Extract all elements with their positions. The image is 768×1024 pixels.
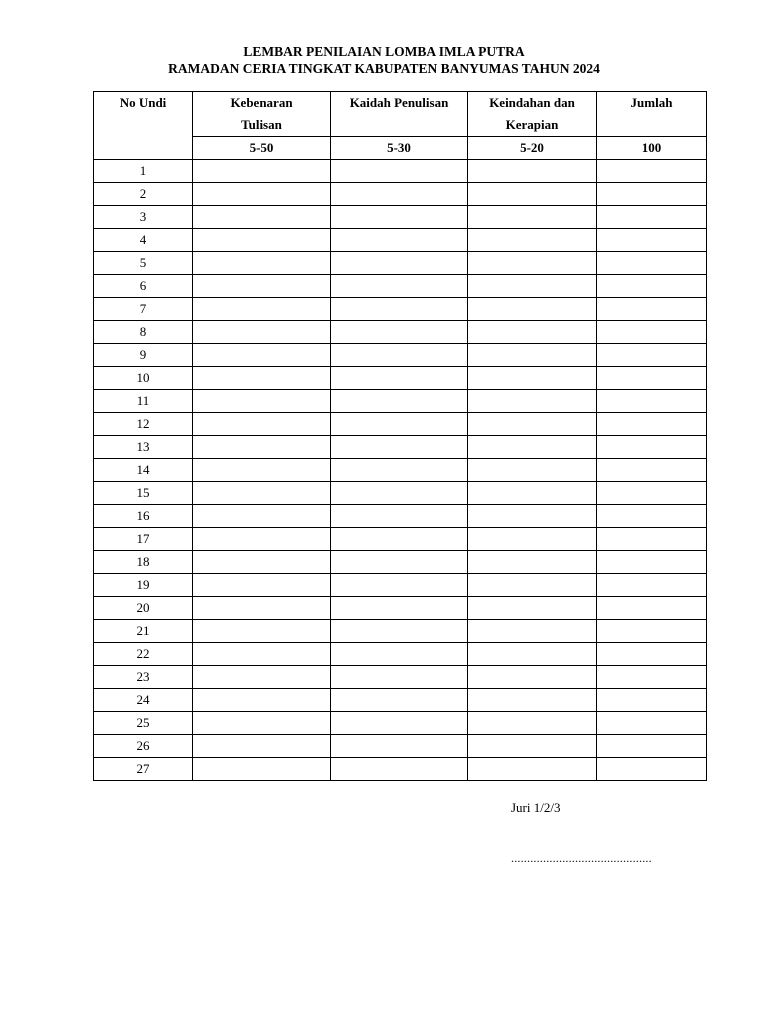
score-kaidah-cell[interactable]	[331, 528, 468, 551]
score-kebenaran-cell[interactable]	[193, 712, 331, 735]
score-jumlah-cell[interactable]	[597, 597, 707, 620]
score-keindahan-cell[interactable]	[468, 735, 597, 758]
row-number: 23	[94, 666, 193, 689]
score-jumlah-cell[interactable]	[597, 298, 707, 321]
score-kaidah-cell[interactable]	[331, 551, 468, 574]
score-keindahan-cell[interactable]	[468, 436, 597, 459]
row-number: 18	[94, 551, 193, 574]
score-jumlah-cell[interactable]	[597, 321, 707, 344]
table-row	[94, 574, 707, 597]
score-table-body	[94, 160, 707, 781]
score-keindahan-cell[interactable]	[468, 574, 597, 597]
score-kebenaran-cell[interactable]	[193, 574, 331, 597]
row-number: 10	[94, 367, 193, 390]
score-keindahan-cell[interactable]	[468, 620, 597, 643]
score-kaidah-cell[interactable]	[331, 413, 468, 436]
row-number: 1	[94, 160, 193, 183]
score-jumlah-cell[interactable]	[597, 413, 707, 436]
row-number: 7	[94, 298, 193, 321]
score-keindahan-cell[interactable]	[468, 183, 597, 206]
score-kaidah-cell[interactable]	[331, 298, 468, 321]
header-jumlah	[597, 92, 707, 137]
score-jumlah-cell[interactable]	[597, 459, 707, 482]
score-keindahan-cell[interactable]	[468, 758, 597, 781]
table-row	[94, 505, 707, 528]
score-kebenaran-cell[interactable]	[193, 229, 331, 252]
header-kebenaran-label-1: Kebenaran	[230, 95, 293, 110]
row-number: 15	[94, 482, 193, 505]
table-row	[94, 436, 707, 459]
score-kaidah-cell[interactable]	[331, 390, 468, 413]
score-jumlah-cell[interactable]	[597, 482, 707, 505]
score-kaidah-cell[interactable]	[331, 689, 468, 712]
score-jumlah-cell[interactable]	[597, 712, 707, 735]
score-jumlah-cell[interactable]	[597, 666, 707, 689]
score-kaidah-cell[interactable]	[331, 436, 468, 459]
score-kebenaran-cell[interactable]	[193, 666, 331, 689]
score-keindahan-cell[interactable]	[468, 367, 597, 390]
table-row	[94, 689, 707, 712]
table-row	[94, 712, 707, 735]
range-keindahan: 5-20	[468, 137, 597, 160]
table-row	[94, 643, 707, 666]
score-kebenaran-cell[interactable]	[193, 620, 331, 643]
score-keindahan-cell[interactable]	[468, 390, 597, 413]
title-line-2: RAMADAN CERIA TINGKAT KABUPATEN BANYUMAS TAHUN 2024	[168, 61, 600, 76]
table-row	[94, 551, 707, 574]
score-jumlah-cell[interactable]	[597, 183, 707, 206]
score-keindahan-cell[interactable]	[468, 252, 597, 275]
score-kebenaran-cell[interactable]	[193, 436, 331, 459]
score-keindahan-cell[interactable]	[468, 689, 597, 712]
score-table	[93, 91, 707, 781]
row-number: 13	[94, 436, 193, 459]
score-kaidah-cell[interactable]	[331, 758, 468, 781]
table-row	[94, 160, 707, 183]
score-jumlah-cell[interactable]	[597, 574, 707, 597]
score-kaidah-cell[interactable]	[331, 229, 468, 252]
header-row	[94, 92, 707, 137]
score-kaidah-cell[interactable]	[331, 735, 468, 758]
score-jumlah-cell[interactable]	[597, 758, 707, 781]
score-kaidah-cell[interactable]	[331, 344, 468, 367]
score-keindahan-cell[interactable]	[468, 459, 597, 482]
header-no-undi	[94, 92, 193, 160]
score-kebenaran-cell[interactable]	[193, 735, 331, 758]
score-jumlah-cell[interactable]	[597, 206, 707, 229]
score-keindahan-cell[interactable]	[468, 712, 597, 735]
score-keindahan-cell[interactable]	[468, 206, 597, 229]
score-keindahan-cell[interactable]	[468, 505, 597, 528]
score-kebenaran-cell[interactable]	[193, 275, 331, 298]
row-number: 21	[94, 620, 193, 643]
row-number: 9	[94, 344, 193, 367]
row-number: 6	[94, 275, 193, 298]
score-jumlah-cell[interactable]	[597, 390, 707, 413]
score-kaidah-cell[interactable]	[331, 643, 468, 666]
score-keindahan-cell[interactable]	[468, 321, 597, 344]
score-kaidah-cell[interactable]	[331, 597, 468, 620]
juri-label: Juri 1/2/3	[511, 800, 561, 815]
score-keindahan-cell[interactable]	[468, 275, 597, 298]
row-number: 25	[94, 712, 193, 735]
score-kebenaran-cell[interactable]	[193, 252, 331, 275]
score-keindahan-cell[interactable]	[468, 298, 597, 321]
table-row	[94, 413, 707, 436]
row-number: 3	[94, 206, 193, 229]
score-kebenaran-cell[interactable]	[193, 413, 331, 436]
score-kebenaran-cell[interactable]	[193, 321, 331, 344]
row-number: 20	[94, 597, 193, 620]
score-keindahan-cell[interactable]	[468, 551, 597, 574]
row-number: 14	[94, 459, 193, 482]
score-kaidah-cell[interactable]	[331, 183, 468, 206]
header-kaidah-label: Kaidah Penulisan	[349, 95, 449, 110]
row-number: 27	[94, 758, 193, 781]
header-kebenaran-label-2: Tulisan	[241, 117, 282, 132]
range-kaidah: 5-30	[331, 137, 468, 160]
score-keindahan-cell[interactable]	[468, 643, 597, 666]
table-row	[94, 390, 707, 413]
row-number: 19	[94, 574, 193, 597]
table-row	[94, 666, 707, 689]
score-kebenaran-cell[interactable]	[193, 390, 331, 413]
header-kebenaran-tulisan	[193, 92, 331, 137]
score-keindahan-cell[interactable]	[468, 597, 597, 620]
row-number: 26	[94, 735, 193, 758]
range-jumlah: 100	[597, 137, 707, 160]
header-keindahan-label-1: Keindahan dan	[489, 95, 575, 110]
score-kebenaran-cell[interactable]	[193, 298, 331, 321]
score-kaidah-cell[interactable]	[331, 505, 468, 528]
row-number: 22	[94, 643, 193, 666]
score-keindahan-cell[interactable]	[468, 528, 597, 551]
table-row	[94, 459, 707, 482]
score-kebenaran-cell[interactable]	[193, 206, 331, 229]
score-kebenaran-cell[interactable]	[193, 482, 331, 505]
table-row	[94, 528, 707, 551]
score-jumlah-cell[interactable]	[597, 344, 707, 367]
score-keindahan-cell[interactable]	[468, 229, 597, 252]
score-kaidah-cell[interactable]	[331, 459, 468, 482]
score-kebenaran-cell[interactable]	[193, 505, 331, 528]
score-kaidah-cell[interactable]	[331, 275, 468, 298]
table-row	[94, 183, 707, 206]
row-number: 16	[94, 505, 193, 528]
score-keindahan-cell[interactable]	[468, 482, 597, 505]
score-jumlah-cell[interactable]	[597, 160, 707, 183]
table-row	[94, 298, 707, 321]
score-kaidah-cell[interactable]	[331, 712, 468, 735]
score-kebenaran-cell[interactable]	[193, 528, 331, 551]
score-kebenaran-cell[interactable]	[193, 597, 331, 620]
row-number: 4	[94, 229, 193, 252]
row-number: 24	[94, 689, 193, 712]
score-jumlah-cell[interactable]	[597, 735, 707, 758]
score-kaidah-cell[interactable]	[331, 482, 468, 505]
table-row	[94, 321, 707, 344]
score-jumlah-cell[interactable]	[597, 367, 707, 390]
row-number: 2	[94, 183, 193, 206]
score-jumlah-cell[interactable]	[597, 643, 707, 666]
score-kaidah-cell[interactable]	[331, 160, 468, 183]
header-jumlah-label: Jumlah	[630, 95, 673, 110]
row-number: 17	[94, 528, 193, 551]
score-jumlah-cell[interactable]	[597, 436, 707, 459]
table-row	[94, 367, 707, 390]
score-kebenaran-cell[interactable]	[193, 551, 331, 574]
score-kebenaran-cell[interactable]	[193, 643, 331, 666]
score-kaidah-cell[interactable]	[331, 574, 468, 597]
table-row	[94, 735, 707, 758]
score-kebenaran-cell[interactable]	[193, 758, 331, 781]
table-row	[94, 229, 707, 252]
score-kaidah-cell[interactable]	[331, 252, 468, 275]
score-kebenaran-cell[interactable]	[193, 367, 331, 390]
score-kebenaran-cell[interactable]	[193, 344, 331, 367]
header-keindahan-kerapian	[468, 92, 597, 137]
score-kaidah-cell[interactable]	[331, 367, 468, 390]
row-number: 8	[94, 321, 193, 344]
table-row	[94, 344, 707, 367]
score-keindahan-cell[interactable]	[468, 413, 597, 436]
table-row	[94, 620, 707, 643]
table-row	[94, 758, 707, 781]
table-row	[94, 275, 707, 298]
header-kaidah-penulisan	[331, 92, 468, 137]
score-jumlah-cell[interactable]	[597, 551, 707, 574]
row-number: 11	[94, 390, 193, 413]
signature-line: ............................................	[511, 851, 652, 865]
score-jumlah-cell[interactable]	[597, 528, 707, 551]
score-kebenaran-cell[interactable]	[193, 183, 331, 206]
score-kaidah-cell[interactable]	[331, 206, 468, 229]
score-jumlah-cell[interactable]	[597, 229, 707, 252]
table-row	[94, 482, 707, 505]
row-number: 12	[94, 413, 193, 436]
range-kebenaran: 5-50	[193, 137, 331, 160]
score-jumlah-cell[interactable]	[597, 252, 707, 275]
row-number: 5	[94, 252, 193, 275]
score-keindahan-cell[interactable]	[468, 344, 597, 367]
score-kebenaran-cell[interactable]	[193, 459, 331, 482]
table-row	[94, 597, 707, 620]
score-jumlah-cell[interactable]	[597, 689, 707, 712]
header-keindahan-label-2: Kerapian	[505, 117, 559, 132]
title-line-1: LEMBAR PENILAIAN LOMBA IMLA PUTRA	[243, 44, 525, 59]
score-kaidah-cell[interactable]	[331, 620, 468, 643]
table-row	[94, 252, 707, 275]
score-kebenaran-cell[interactable]	[193, 689, 331, 712]
score-keindahan-cell[interactable]	[468, 666, 597, 689]
score-kaidah-cell[interactable]	[331, 666, 468, 689]
header-no-undi-label: No Undi	[119, 95, 167, 110]
score-kaidah-cell[interactable]	[331, 321, 468, 344]
table-row	[94, 206, 707, 229]
score-kebenaran-cell[interactable]	[193, 160, 331, 183]
score-jumlah-cell[interactable]	[597, 275, 707, 298]
score-jumlah-cell[interactable]	[597, 620, 707, 643]
score-jumlah-cell[interactable]	[597, 505, 707, 528]
score-keindahan-cell[interactable]	[468, 160, 597, 183]
